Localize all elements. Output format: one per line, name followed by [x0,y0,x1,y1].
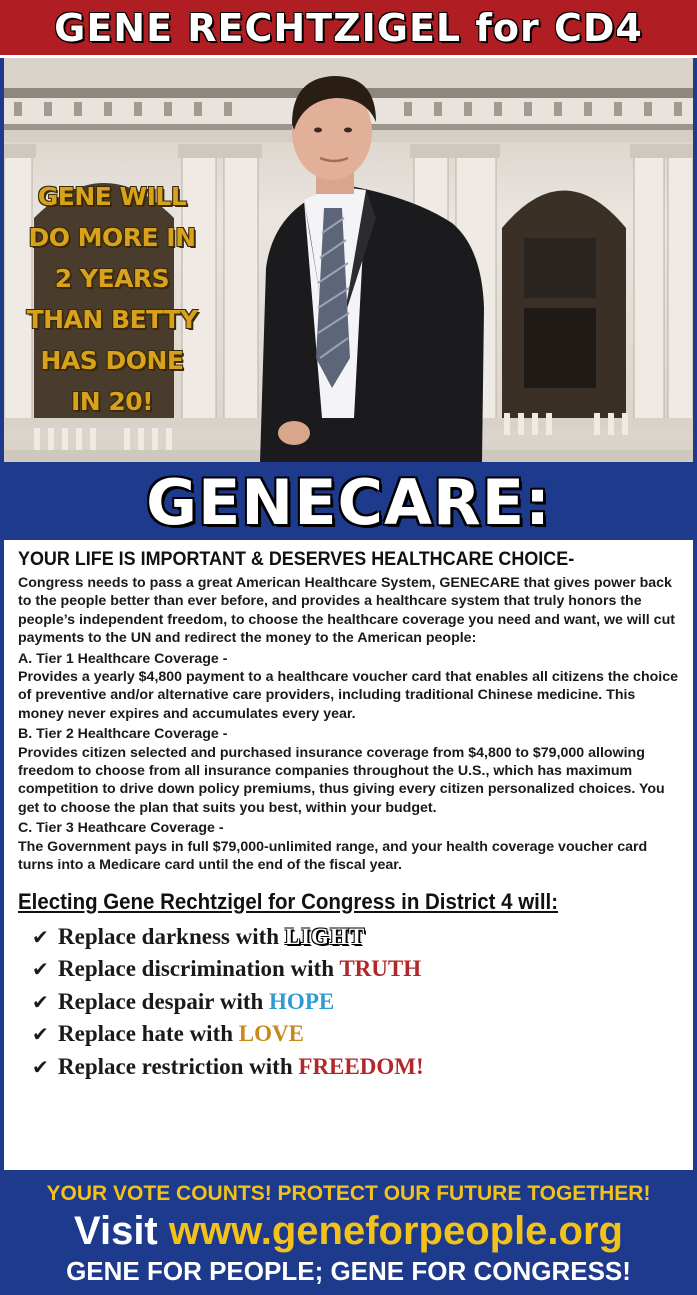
slogan-line: IN 20! [70,387,154,416]
promise-keyword: TRUTH [339,956,422,981]
tier-1-text: Provides a yearly $4,800 payment to a healthcare voucher card that enables all citizens the choice of preventive and/or alternative care providers, including traditional Chinese medicine. This money never expires and accumulates every year. [18,669,679,722]
visit-label: Visit [74,1209,169,1253]
promise-prefix: Replace darkness with [58,923,285,949]
section-title: GENECARE: [146,465,551,539]
candidate-photo [4,58,693,462]
tier-3-title: C. Tier 3 Heathcare Coverage - [18,820,224,837]
checkmark-icon: ✔ [32,1022,49,1046]
promise-keyword: HOPE [269,988,335,1014]
top-banner [0,0,697,58]
footer-slogan: GENE FOR PEOPLE; GENE FOR CONGRESS! [66,1256,631,1286]
promise-prefix: Replace restriction with [58,1053,299,1079]
checkmark-icon: ✔ [32,957,49,981]
promise-prefix: Replace hate with [58,1021,239,1046]
slogan-callout [22,176,202,422]
intro-paragraph: Congress needs to pass a great American Healthcare System, GENECARE that gives power back to the people better than ever before, and provides a healthcare system that truly honors the people’s independent freedom, to choose the healthcare coverage you need and want, we will cut payments to the UN and redirect the money to the American people: [18,575,675,647]
slogan-line: THAN BETTY [26,305,198,334]
promise-prefix: Replace discrimination with [58,956,340,981]
content-panel [4,540,693,1170]
promise-list [18,921,679,1084]
tier-2-title: B. Tier 2 Healthcare Coverage - [18,726,228,743]
list-item [32,986,679,1019]
footer-tagline: YOUR VOTE COUNTS! PROTECT OUR FUTURE TOGETHER! [46,1182,651,1205]
promise-prefix: Replace despair with [58,988,270,1014]
genecare-header [0,462,697,542]
checkmark-icon: ✔ [32,1054,49,1079]
checkmark-icon: ✔ [32,924,49,949]
slogan-line: GENE WILL [37,182,187,211]
checkmark-icon: ✔ [32,989,49,1014]
slogan-line: 2 YEARS [54,264,170,293]
slogan-line: HAS DONE [40,346,184,375]
list-item [32,1051,679,1084]
website-link[interactable]: www.geneforpeople.org [168,1209,623,1253]
tier-2-text: Provides citizen selected and purchased insurance coverage from $4,800 to $79,000 allowing freedom to choose from all insurance companies throughout the U.S., which has maximum competition to drive down policy premiums, thus giving every citizen personalized choices. You get to choose the plan that suits you best, within your budget. [18,744,665,816]
tier-1-title: A. Tier 1 Healthcare Coverage - [18,650,228,667]
body-text [18,574,679,875]
slogan-line: DO MORE IN [28,223,196,252]
promise-keyword: LOVE [238,1021,304,1046]
cta-heading: Electing Gene Rechtzigel for Congress in District 4 will: [18,888,559,914]
tier-3-text: The Government pays in full $79,000-unlimited range, and your health coverage voucher card turns into a Medicare card until the end of the fiscal year. [18,838,648,874]
promise-keyword: LIGHT [284,923,366,949]
list-item [32,1018,679,1051]
banner-title: GENE RECHTZIGEL for CD4 [54,5,643,50]
list-item [32,921,679,954]
footer-visit-line [0,1208,697,1254]
section-headline: YOUR LIFE IS IMPORTANT & DESERVES HEALTHCARE CHOICE- [18,548,575,570]
list-item [32,953,679,986]
promise-keyword: FREEDOM! [298,1053,424,1079]
footer [0,1172,697,1295]
